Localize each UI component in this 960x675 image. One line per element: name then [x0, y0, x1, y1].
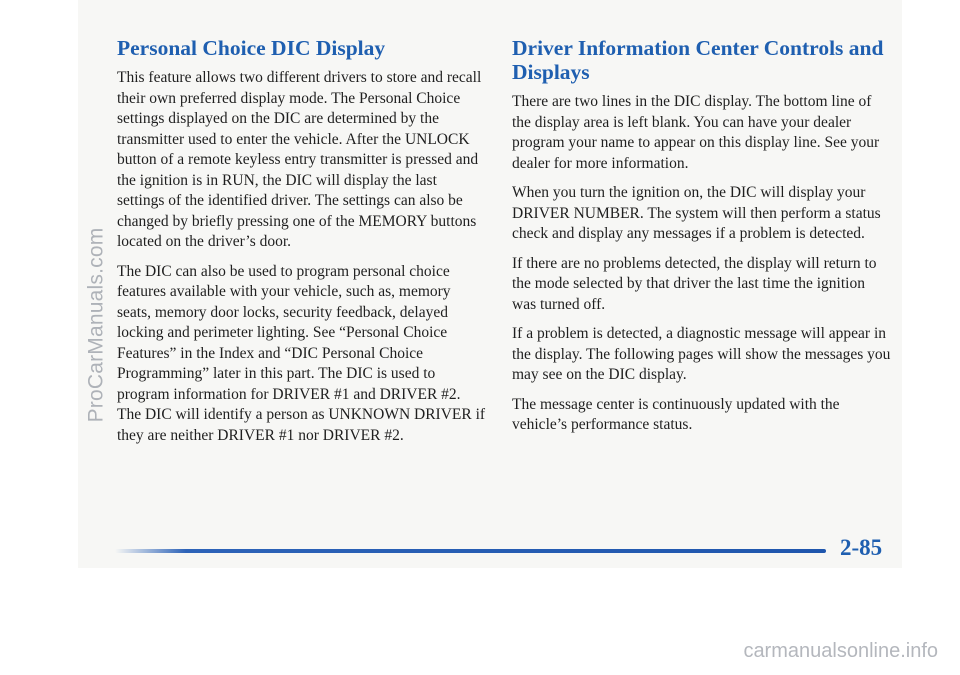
right-paragraph-4: If a problem is detected, a diagnostic message will appear in the display. The following pages will show the messages you may see on the DIC display. [512, 325, 891, 383]
watermark-text: ProCarManuals.com [84, 227, 107, 423]
left-paragraph-1: This feature allows two different drivers to store and recall their own preferred display mode. The Personal Choice settings displayed on the DIC are determined by the transmitter used to enter the vehicle. After the UNLOCK button of a remote keyless entry transmitter is pressed and the ignition is in RUN, the DIC will display the last settings of the identified driver. The settings can also be changed by briefly pressing one of the MEMORY buttons located on the driver’s door. [117, 69, 482, 250]
right-paragraph-2: When you turn the ignition on, the DIC will display your DRIVER NUMBER. The system will then perform a status check and display any messages if a problem is detected. [512, 184, 881, 242]
page-number: 2-85 [840, 535, 883, 560]
right-paragraph-1: There are two lines in the DIC display. The bottom line of the display area is left blank. You can have your dealer program your name to appear on this display line. See your dealer for more information. [512, 93, 880, 172]
left-column [117, 36, 487, 455]
footer-url[interactable]: carmanualsonline.info [743, 640, 938, 662]
right-paragraph-5: The message center is continuously updated with the vehicle’s performance status. [512, 395, 840, 433]
right-paragraph-3: If there are no problems detected, the display will return to the mode selected by that driver the last time the ignition was turned off. [512, 254, 877, 313]
watermark [80, 70, 112, 580]
right-heading: Driver Information Center Controls and Displays [512, 36, 884, 84]
right-column [512, 36, 892, 445]
left-paragraph-2: The DIC can also be used to program personal choice features available with your vehicle, such as, memory seats, memory door locks, security feedback, delayed locking and perimeter lighting. See “Personal Choice Features” in the Index and “DIC Personal Choice Programming” later in this part. The DIC is used to program information for DRIVER #1 and DRIVER #2. The DIC will identify a person as UNKNOWN DRIVER if they are neither DRIVER #1 nor DRIVER #2. [117, 262, 486, 444]
footer-rule [115, 549, 826, 553]
left-heading: Personal Choice DIC Display [117, 36, 386, 60]
